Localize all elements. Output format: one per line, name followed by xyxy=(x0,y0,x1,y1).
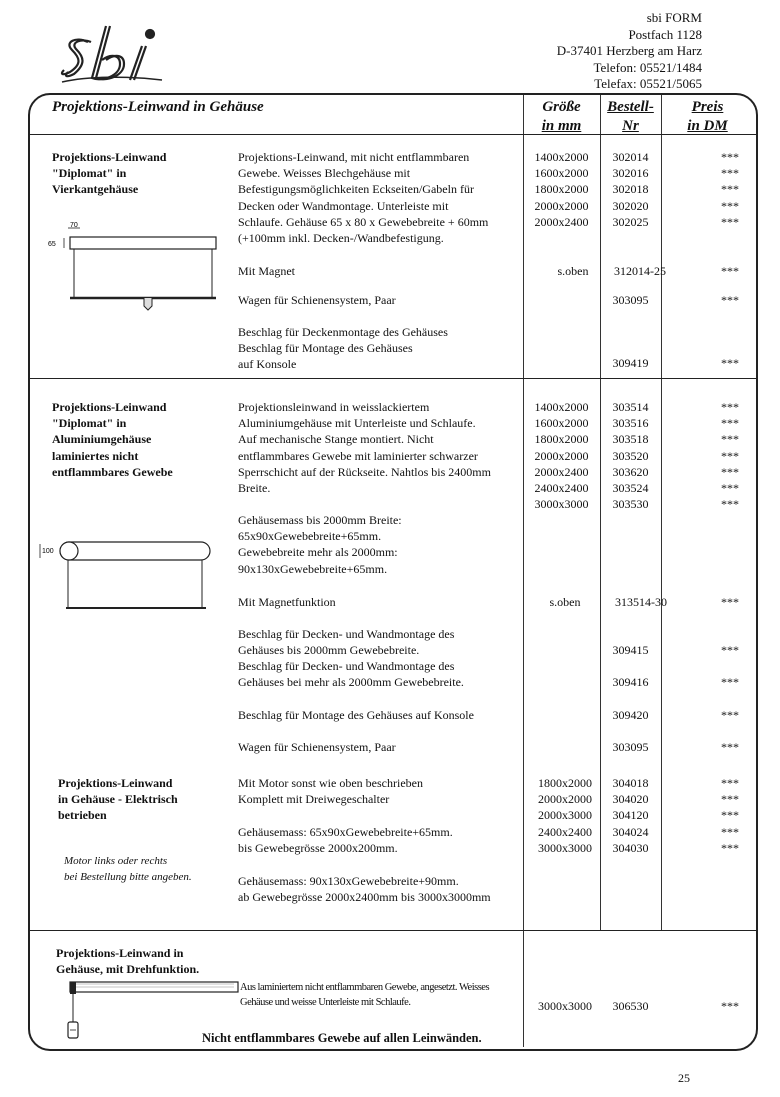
section1-magnet-order: 312014-25 xyxy=(614,264,666,278)
section2-beschlag2-order: 309416 xyxy=(612,675,649,689)
section1-wagen-label: Wagen für Schienensystem, Paar xyxy=(238,293,396,307)
section2-prices: *** *** *** *** *** *** *** xyxy=(721,400,739,512)
table-title: Projektions-Leinwand in Gehäuse xyxy=(52,99,264,115)
section-divider xyxy=(28,930,756,931)
section1-magnet-price: *** xyxy=(721,264,739,278)
dimension-label: 65 xyxy=(48,241,56,248)
section2-housing-dimensions: Gehäusemass bis 2000mm Breite: 65x90xGewebebreite+65mm. Gewebebreite mehr als 2000mm: 90x130xGewebebreite+65mm. xyxy=(238,513,402,576)
section2-order-numbers: 303514 303516 303518 303520 303620 303524 303530 xyxy=(612,400,649,512)
page-number: 25 xyxy=(678,1071,690,1085)
section-divider xyxy=(28,378,756,379)
section2-sizes: 1400x2000 1600x2000 1800x2000 2000x2000 2000x2400 2400x2400 3000x3000 xyxy=(534,400,589,512)
section2-magnet-label: Mit Magnetfunktion xyxy=(238,595,336,609)
size-column-header: Größe in mm xyxy=(541,99,582,134)
address-line: D-37401 Herzberg am Harz xyxy=(556,43,702,58)
section3-order-numbers: 304018 304020 304120 304024 304030 xyxy=(612,776,649,855)
address-line: sbi FORM xyxy=(646,10,702,25)
section2-wagen-price: *** xyxy=(721,740,739,754)
section1-order-numbers: 302014 302016 302018 302020 302025 xyxy=(612,150,649,229)
section3-product-name: Projektions-Leinwand in Gehäuse - Elektrisch betrieben xyxy=(58,776,178,823)
section1-prices: *** *** *** *** *** xyxy=(721,150,739,229)
section2-magnet-price: *** xyxy=(721,595,739,609)
section4-product-name: Projektions-Leinwand in Gehäuse, mit Drehfunktion. xyxy=(56,946,200,977)
price-column-header: Preis in DM xyxy=(687,99,728,134)
section1-magnet-size: s.oben xyxy=(557,264,589,278)
section2-konsole-label: Beschlag für Montage des Gehäuses auf Konsole xyxy=(238,708,474,722)
section2-konsole-order: 309420 xyxy=(612,708,649,722)
column-divider xyxy=(523,95,524,1047)
section2-beschlag2: Beschlag für Decken- und Wandmontage des Gehäuses bei mehr als 2000mm Gewebebreite. xyxy=(238,659,464,690)
section2-beschlag1-order: 309415 xyxy=(612,643,649,657)
sbi-logo xyxy=(58,20,168,88)
address-line: Telefon: 05521/1484 xyxy=(593,59,702,75)
section1-beschlag-order: 309419 xyxy=(612,356,649,370)
section2-beschlag1-price: *** xyxy=(721,643,739,657)
section2-product-name: Projektions-Leinwand "Diplomat" in Aluminiumgehäuse laminiertes nicht entflammbares Gewebe xyxy=(52,400,173,479)
dimension-label: 70 xyxy=(70,222,78,229)
section3-prices: *** *** *** *** *** xyxy=(721,776,739,855)
section4-price: *** xyxy=(721,999,739,1013)
section1-sizes: 1400x2000 1600x2000 1800x2000 2000x2000 2000x2400 xyxy=(534,150,589,229)
section2-description: Projektionsleinwand in weisslackiertem Aluminiumgehäuse mit Unterleiste und Schlaufe. Auf mechanische Stange montiert. Nicht entflammbares Gewebe mit laminierter schwarzer Sperrschicht auf der Rückseite. Nahtlos bis 2400mm Breite. xyxy=(238,400,491,496)
section1-beschlag: Beschlag für Deckenmontage des Gehäuses Beschlag für Montage des Gehäuses auf Konsole xyxy=(238,325,448,372)
section1-beschlag-price: *** xyxy=(721,356,739,370)
section1-wagen-order: 303095 xyxy=(612,293,649,307)
section2-wagen-label: Wagen für Schienensystem, Paar xyxy=(238,740,396,754)
section4-size: 3000x3000 xyxy=(538,999,592,1013)
section2-magnet-order: 313514-30 xyxy=(615,595,667,609)
footer-note: Nicht entflammbares Gewebe auf allen Leinwänden. xyxy=(202,1031,482,1045)
section1-product-name: Projektions-Leinwand "Diplomat" in Vierkantgehäuse xyxy=(52,150,167,197)
section3-description: Mit Motor sonst wie oben beschrieben Komplett mit Dreiwegeschalter xyxy=(238,776,423,807)
order-column-header: Bestell- Nr xyxy=(607,99,654,134)
section4-description: Aus laminiertem nicht entflammbaren Gewebe, angesetzt. Weisses Gehäuse und weisse Unterleiste mit Schlaufe. xyxy=(240,982,490,1008)
company-address xyxy=(557,10,702,93)
section3-housing-small: Gehäusemass: 65x90xGewebebreite+65mm. bis Gewebegrösse 2000x200mm. xyxy=(238,825,453,856)
section3-sizes: 1800x2000 2000x2000 2000x3000 2400x2400 3000x3000 xyxy=(538,776,592,855)
section2-beschlag2-price: *** xyxy=(721,675,739,689)
section1-description: Projektions-Leinwand, mit nicht entflammbaren Gewebe. Weisses Blechgehäuse mit Befestigungsmöglichkeiten Eckseiten/Gabeln für Decken oder Wandmontage. Unterleiste mit Schlaufe. Gehäuse 65 x 80 x Gewebebreite + 60mm (+100mm inkl. Decken-/Wandbefestigung. xyxy=(238,150,489,246)
section3-housing-large: Gehäusemass: 90x130xGewebebreite+90mm. ab Gewebegrösse 2000x2400mm bis 3000x3000mm xyxy=(238,874,491,905)
section2-beschlag1: Beschlag für Decken- und Wandmontage des Gehäuses bis 2000mm Gewebebreite. xyxy=(238,627,455,658)
address-line: Postfach 1128 xyxy=(628,26,702,42)
section1-magnet-label: Mit Magnet xyxy=(238,264,295,278)
address-line: Telefax: 05521/5065 xyxy=(594,76,702,91)
section2-konsole-price: *** xyxy=(721,708,739,722)
section4-order: 306530 xyxy=(612,999,649,1013)
dimension-label: 100 xyxy=(42,548,54,555)
section2-wagen-order: 303095 xyxy=(612,740,649,754)
square-housing-diagram xyxy=(44,218,224,313)
section1-wagen-price: *** xyxy=(721,293,739,307)
section3-motor-note: Motor links oder rechts bei Bestellung bitte angeben. xyxy=(64,855,192,884)
section2-magnet-size: s.oben xyxy=(549,595,581,609)
round-housing-diagram xyxy=(38,538,218,618)
